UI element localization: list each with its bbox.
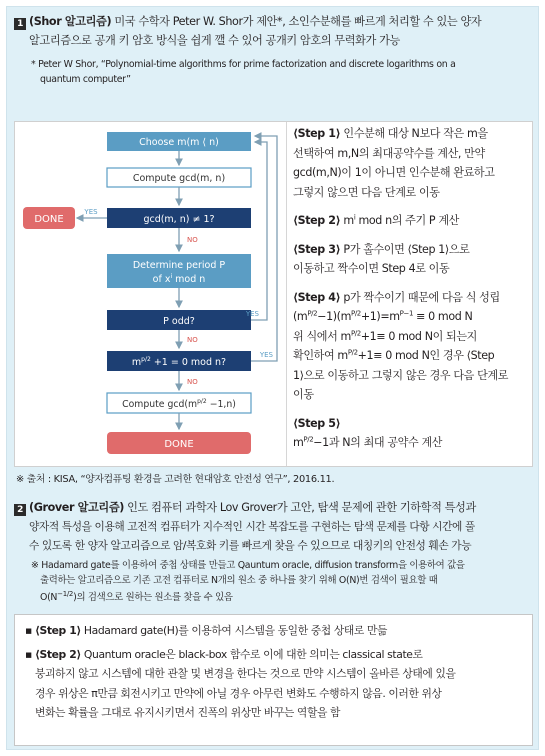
- grover-note-2: 출력하는 알고리즘으로 기존 고전 컴퓨터로 N개의 원소 중 하나를 찾기 위해 O(N)번 검색이 필요할 때: [40, 575, 438, 586]
- flow-text-period-1: Determine period P: [132, 260, 226, 271]
- step3-line2: 이동하고 짝수이면 Step 4로 이동: [293, 262, 450, 275]
- step4-line5: 1⟩으로 이동하고 그렇지 않은 경우 다음 단계로: [293, 368, 509, 382]
- step4-line3: 위 식에서 $m^{P/2}+1\equiv 0$ mod N이 되는지: [293, 328, 477, 343]
- shor-footnote-2: quantum computer”: [40, 74, 131, 85]
- shor-heading: [14, 12, 534, 31]
- step2: ⟨Step 2⟩ $m^i$ mod n의 주기 P 계산: [293, 213, 459, 227]
- shor-footnote-1: * Peter W Shor, “Polynomial-time algorithms for prime factorization and discrete logarithms on a: [31, 59, 456, 70]
- step5: ⟨Step 5⟩: [293, 416, 341, 430]
- step1-line2: 선택하여 m,N의 최대공약수를 계산, 만약: [293, 146, 485, 160]
- flow-text-done-left: DONE: [34, 214, 64, 225]
- flow-text-gcd-decision: gcd(m, n) ≠ 1?: [143, 214, 215, 225]
- flow-yes-label-2: YES: [245, 310, 259, 318]
- grover-step2-line2: 붕괴하지 않고 시스템에 대한 관찰 및 변경을 한다는 것으로 만약 시스템이 올바른 상태에 있을: [35, 667, 456, 680]
- grover-step2-line3: 경우 위상은 π만큼 회전시키고 만약에 아닐 경우 아무런 변화도 수행하지 않음. 이러한 위상: [35, 686, 442, 700]
- shor-title: (Shor 알고리즘): [29, 15, 112, 28]
- grover-steps-box: [14, 614, 533, 746]
- grover-note-3: $O(N^{-1/2})$의 검색으로 원하는 원소를 찾을 수 있음: [40, 589, 233, 603]
- shor-flowchart: [15, 122, 285, 466]
- figure-divider: [286, 122, 287, 466]
- grover-line2: 양자적 특성을 이용해 고전적 컴퓨터가 지수적인 시간 복잡도를 구현하는 탐색 문제를 다항 시간에 풀: [29, 520, 475, 533]
- grover-step1: ▪ ⟨Step 1⟩ Hadamard gate(H)를 이용하여 시스템을 동일한 중첩 상태로 만듦: [25, 624, 388, 637]
- flow-text-period-2: of $x^i$ mod n: [152, 273, 206, 285]
- flow-text-p-odd: P odd?: [163, 316, 195, 327]
- grover-line1: 인도 컴퓨터 과학자 Lov Grover가 고안, 탐색 문제에 관한 기하학적 특성과: [127, 501, 476, 514]
- step4: ⟨Step 4⟩ p가 짝수이기 때문에 다음 식 성립: [293, 290, 500, 304]
- flow-text-compute-gcd-final: Compute $\gcd(m^{p/2} -1,n)$: [122, 398, 236, 410]
- step4-line6: 이동: [293, 388, 314, 401]
- content-panel: [6, 6, 539, 750]
- grover-heading: [14, 498, 538, 517]
- grover-step2: ▪ ⟨Step 2⟩ Quantum oracle은 black-box 함수로 이에 대한 의미는 classical state로: [25, 647, 423, 661]
- grover-note-1: ※ Hadamard gate를 이용하여 중첩 상태를 만들고 Qauntum oracle, diffusion transform을 이용하여 값을: [31, 560, 465, 571]
- flow-text-choose-m: Choose m(m ⟨ n): [139, 137, 219, 148]
- step1: ⟨Step 1⟩ 인수분해 대상 N보다 작은 m을: [293, 127, 488, 140]
- flow-text-compute-gcd: Compute gcd(m, n): [132, 173, 226, 184]
- section-number-badge-2: 2: [14, 504, 26, 516]
- source-note: ※ 출처 : KISA, “양자컴퓨팅 환경을 고려한 현대암호 안전성 연구”, 2016.11.: [16, 474, 335, 485]
- step1-line4: 그렇지 않으면 다음 단계로 이동: [293, 185, 440, 199]
- section-number-badge: 1: [14, 18, 26, 30]
- shor-figure-box: [14, 121, 533, 467]
- shor-line1: 미국 수학자 Peter W. Shor가 제안*, 소인수분해를 빠르게 처리할 수 있는 양자: [114, 15, 482, 28]
- flow-no-label-2: NO: [187, 336, 198, 344]
- flow-yes-label-3: YES: [259, 351, 273, 359]
- flow-text-mod: $m^{p/2} +1 = 0$ mod n?: [131, 356, 227, 368]
- step3: ⟨Step 3⟩ P가 홀수이면 ⟨Step 1⟩으로: [293, 242, 470, 256]
- grover-step2-line4: 변화는 확률을 그대로 유지시키면서 진폭의 위상만 바꾸는 역할을 함: [35, 706, 341, 719]
- step4-line4: 확인하여 $m^{P/2}+1\equiv 0$ mod N인 경우 ⟨Step: [293, 348, 495, 362]
- shor-steps: [293, 124, 529, 453]
- grover-line3: 수 있도록 한 양자 알고리즘으로 암/복호화 키를 빠르게 찾을 수 있으므로 대칭키의 안전성 훼손 가능: [29, 539, 472, 552]
- flow-no-label-1: NO: [187, 236, 198, 244]
- step5-line1: $m^{P/2}-1$과 N의 최대 공약수 계산: [293, 435, 443, 449]
- step4-line2: $(m^{P/2}-1)(m^{P/2}+1)=m^{P-1} \equiv 0$ mod N: [293, 309, 473, 323]
- step1-line3: gcd(m,N)이 1이 아니면 인수분해 완료하고: [293, 166, 495, 179]
- shor-line2: 알고리즘으로 공개 키 암호 방식을 쉽게 깰 수 있어 공개키 암호의 무력화가 가능: [29, 34, 400, 47]
- flow-yes-label-1: YES: [84, 208, 98, 216]
- grover-title: (Grover 알고리즘): [29, 501, 124, 514]
- flow-text-done-bottom: DONE: [164, 439, 194, 450]
- flow-no-label-3: NO: [187, 378, 198, 386]
